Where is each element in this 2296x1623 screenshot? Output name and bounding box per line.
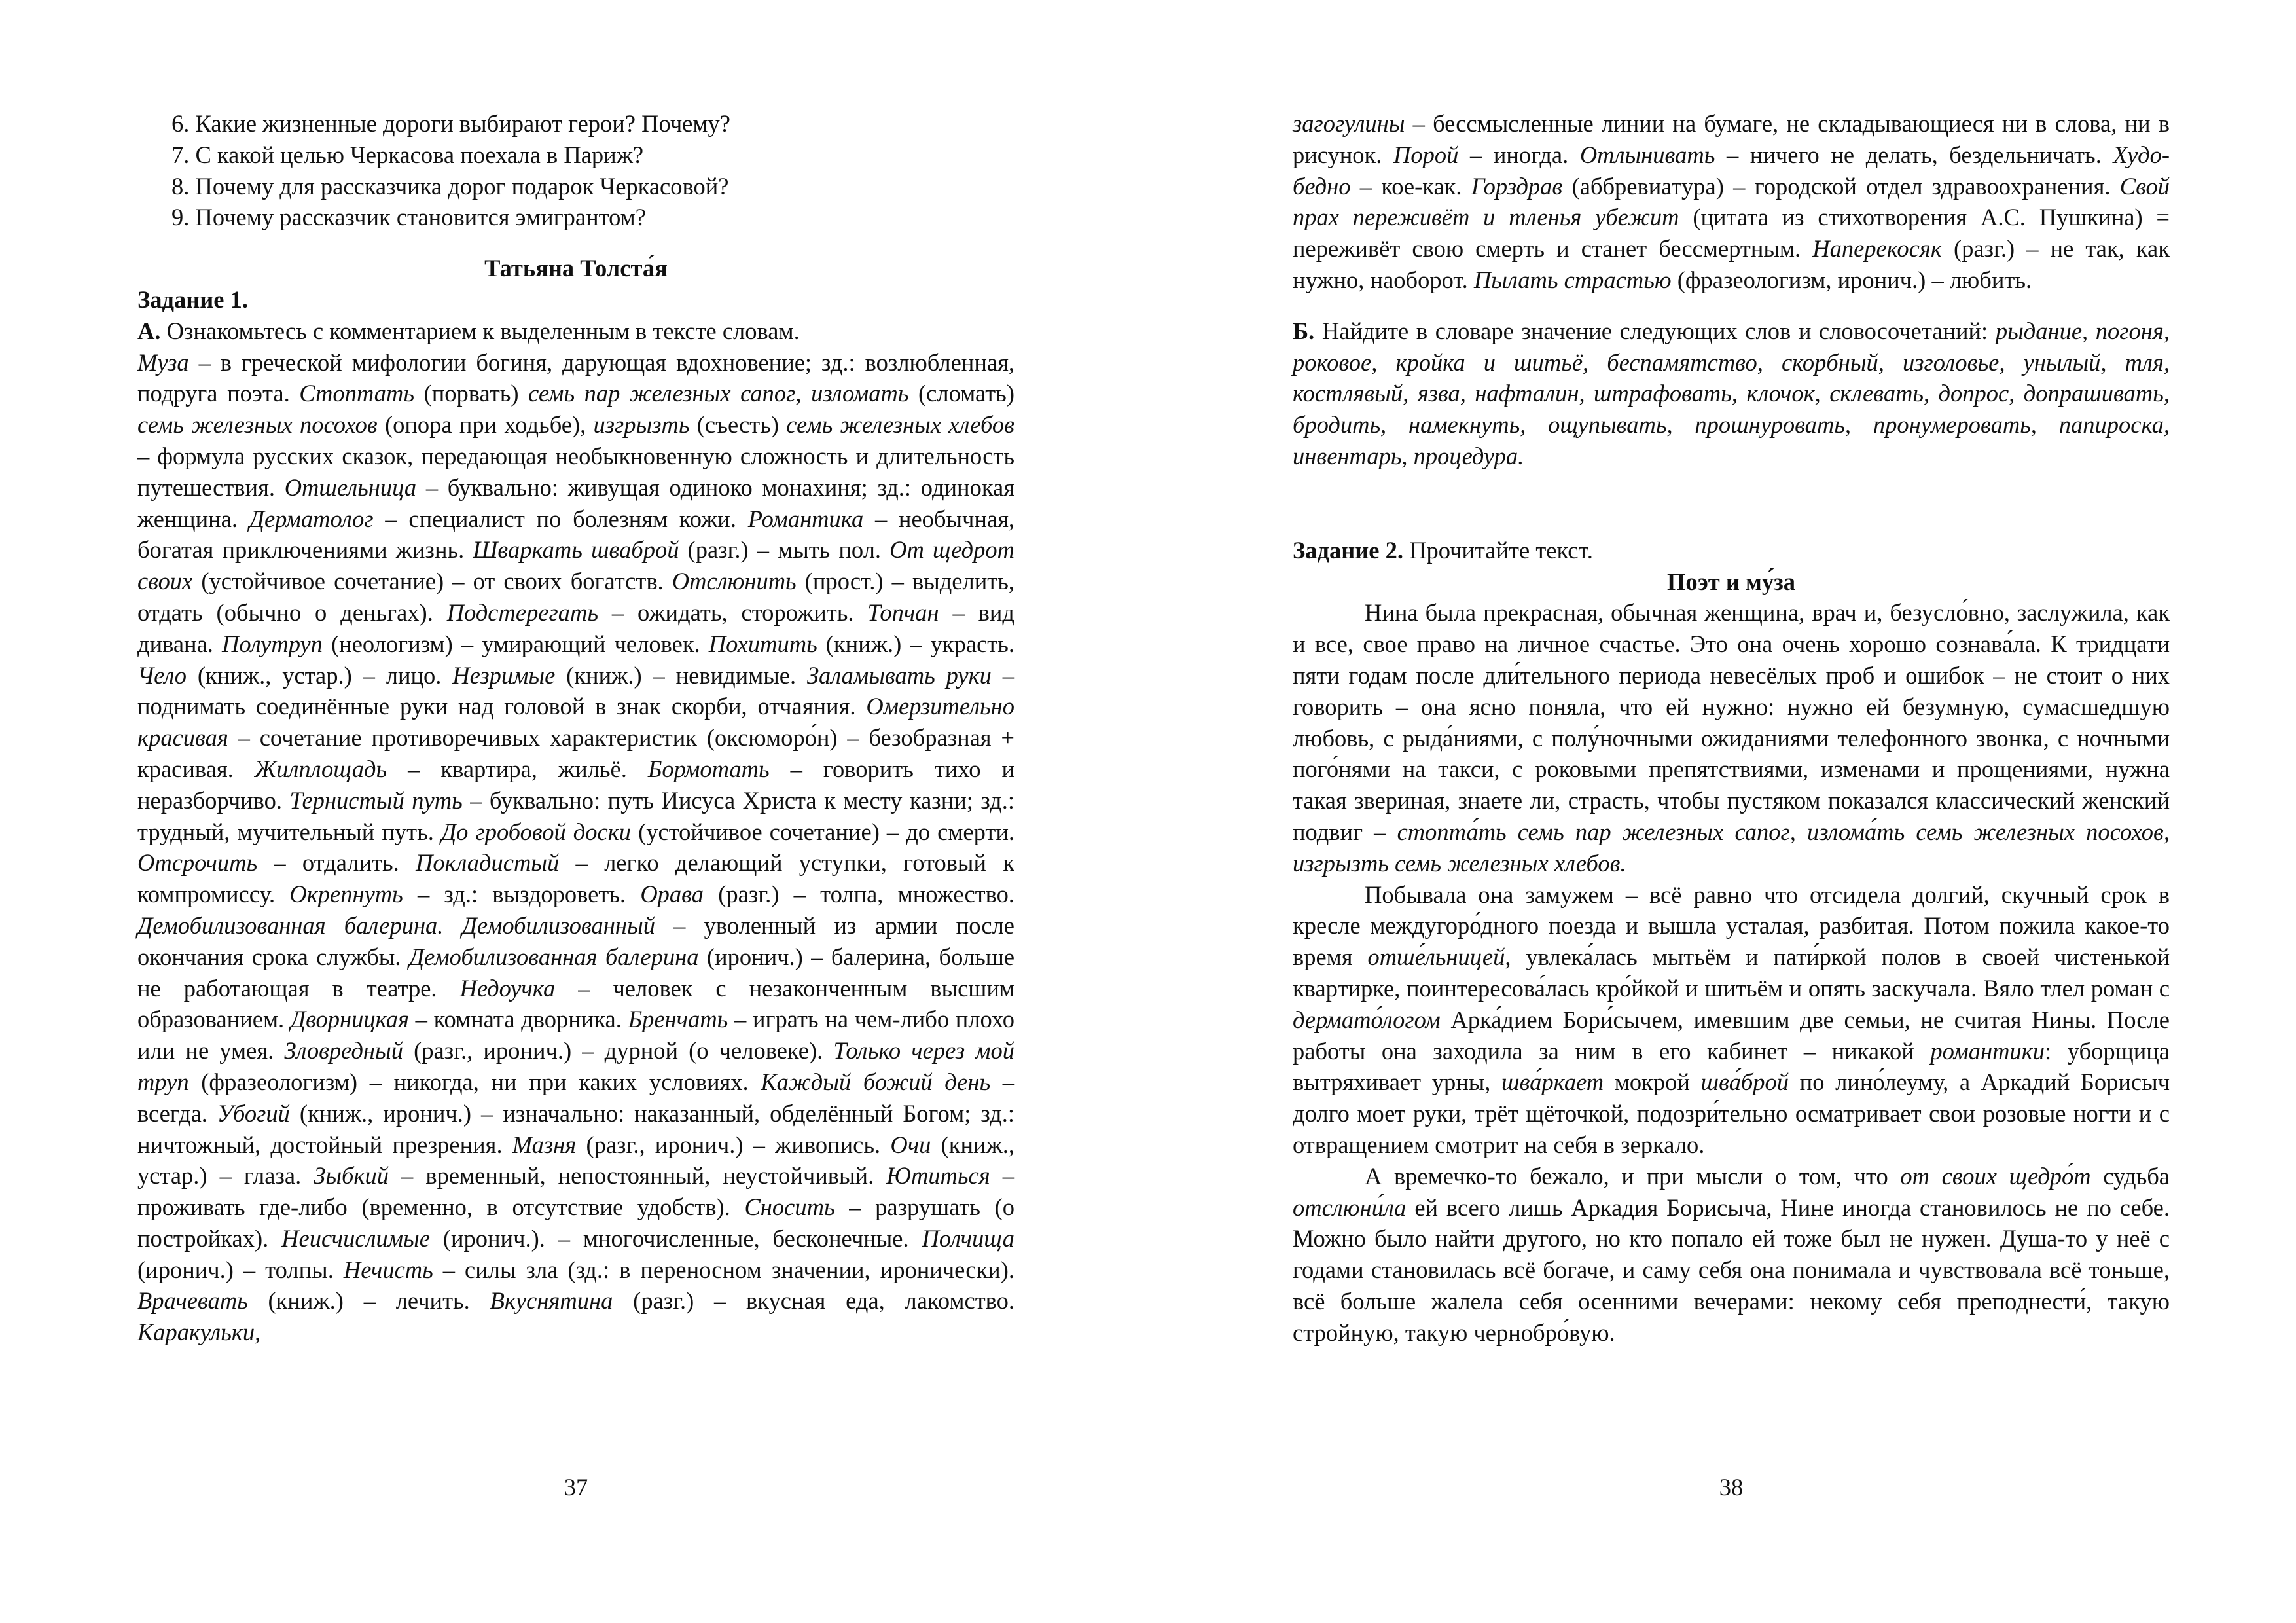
page-number-right: 38 <box>1719 1474 1744 1501</box>
glossary-continuation: загогулины – бессмысленные линии на бумаге, не складывающиеся ни в слова, ни в рисунок. Порой – иногда. Отлынивать – ничего не делать, бездельничать. Худо-бедно – кое-как. Горздрав (аббревиатура) – городской отдел здравоохранения. Свой прах переживёт и тленья убежит (цитата из стихотворения А.С. Пушкина) = переживёт свою смерть и станет бессмертным. Наперекосяк (разг.) – не так, как нужно, наоборот. Пылать страстью (фразеологизм, иронич.) – любить. <box>1293 110 2170 293</box>
task2-instruction <box>1293 535 2170 566</box>
task1-b-instruction <box>1293 316 2170 472</box>
question-9: 9. Почему рассказчик становится эмигрантом? <box>171 204 646 231</box>
task1-a-label: А. <box>137 317 161 344</box>
right-page <box>1293 108 2170 1348</box>
task1-b-label: Б. <box>1293 317 1315 344</box>
task1-a-instruction <box>137 316 1014 347</box>
task2-label: Задание 2. <box>1293 536 1403 564</box>
story-title: Поэт и му́за <box>1666 568 1796 595</box>
story-paragraph-1: Нина была прекрасная, обычная женщина, врач и, безусло́вно, заслужила, как и все, свое право на личное счастье. Это она очень хорошо сознава́ла. К тридцати пяти годам после дли́тельного периода невесёлых проб и ошибок – не стоит о них говорить – она ясно поняла, что ей нужно: нужно ей безумную, сумасшедшую любовь, с рыда́ниями, с полу́ночными ожиданиями телефонного звонка, с ночными пого́нями на такси, с роковыми препятствиями, изменами и прощениями, нужна такая звериная, знаете ли, страсть, чтобы пустяком показался классический женский подвиг – стопта́ть семь пар железных сапог, излома́ть семь железных посохов, изгрызть семь железных хлебов. <box>1293 599 2170 877</box>
task2-text: Прочитайте текст. <box>1403 536 1593 564</box>
story-paragraph-2: Побывала она замужем – всё равно что отсидела долгий, скучный срок в кресле междугоро́дного поезда и вышла усталая, разбитая. Потом пожила какое-то время отше́льницей, увлека́лась мытьём и пати́ркой полов в своей чистенькой квартирке, поинтересова́лась кро́йкой и шитьём и опять заскучала. Вяло тлел роман с дермато́логом Арка́дием Бори́сычем, имевшим две семьи, не считая Нины. После работы она заходила за ним в его кабинет – никакой романтики: уборщица вытряхивает урны, шва́ркает мокрой шва́брой по лино́леуму, а Аркадий Борисыч долго моет руки, трёт щёточкой, подозри́тельно осматривает свои розовые ногти и с отвращением смотрит на себя в зеркало. <box>1293 881 2170 1158</box>
glossary-text: Муза – в греческой мифологии богиня, дарующая вдохновение; зд.: возлюбленная, подруга поэта. Стоптать (порвать) семь пар железных сапог, изломать (сломать) семь железных посохов (опора при ходьбе), изгрызть (съесть) семь железных хлебов – формула русских сказок, передающая необыкновенную сложность и длительность путешествия. Отшельница – буквально: живущая одиноко монахиня; зд.: одинокая женщина. Дерматолог – специалист по болезням кожи. Романтика – необычная, богатая приключениями жизнь. Шваркать шваброй (разг.) – мыть пол. От щедрот своих (устойчивое сочетание) – от своих богатств. Отслюнить (прост.) – выделить, отдать (обычно о деньгах). Подстерегать – ожидать, сторожить. Топчан – вид дивана. Полутруп (неологизм) – умирающий человек. Похитить (книж.) – украсть. Чело (книж., устар.) – лицо. Незримые (книж.) – невидимые. Заламывать руки – поднимать соединённые руки над головой в знак скорби, отчаяния. Омерзительно красивая – сочетание противоречивых характеристик (оксюморо́н) – безобразная + красивая. Жилплощадь – квартира, жильё. Бормотать – говорить тихо и неразборчиво. Тернистый путь – буквально: путь Иисуса Христа к месту казни; зд.: трудный, мучительный путь. До гробовой доски (устойчивое сочетание) – до смерти. Отсрочить – отдалить. Покладистый – легко делающий уступки, готовый к компромиссу. Окрепнуть – зд.: выздороветь. Орава (разг.) – толпа, множество. Демобилизованная балерина. Демобилизованный – уволенный из армии после окончания срока службы. Демобилизованная балерина (иронич.) – балерина, больше не работающая в театре. Недоучка – человек с незаконченным высшим образованием. Дворницкая – комната дворника. Бренчать – играть на чем-либо плохо или не умея. Зловредный (разг., иронич.) – дурной (о человеке). Только через мой труп (фразеологизм) – никогда, ни при каких условиях. Каждый божий день – всегда. Убогий (книж., иронич.) – изначально: наказанный, обделённый Богом; зд.: ничтожный, достойный презрения. Мазня (разг., иронич.) – живопись. Очи (книж., устар.) – глаза. Зыбкий – временный, непостоянный, неустойчивый. Ютиться – проживать где-либо (временно, в отсутствие удобств). Сносить – разрушать (о постройках). Неисчислимые (иронич.). – многочисленные, бесконечные. Полчища (иронич.) – толпы. Нечисть – силы зла (зд.: в переносном значении, иронически). Врачевать (книж.) – лечить. Вкуснятина (разг.) – вкусная еда, лакомство. Каракульки, <box>137 348 1015 1346</box>
page-number-left: 37 <box>564 1474 588 1501</box>
left-page <box>137 108 1014 1348</box>
task1-heading: Задание 1. <box>137 285 248 313</box>
story-paragraph-3: А времечко-то бежало, и при мысли о том, что от своих щедро́т судьба отслюни́ла ей всего лишь Аркадия Борисыча, Нине иногда становилось не по себе. Можно было найти другого, но кто попало ей тоже был не нужен. Душа-то у неё с годами становилась всё богаче, и саму себя она понимала и чувствовала всё тоньше, всё больше жалела себя осенними вечерами: некому себя преподнести́, такую стройную, такую чернобро́вую. <box>1293 1162 2170 1346</box>
author-title: Татьяна Толста́я <box>484 255 668 282</box>
question-6: 6. Какие жизненные дороги выбирают герои? Почему? <box>171 110 730 137</box>
question-8: 8. Почему для рассказчика дорог подарок Черкасовой? <box>171 172 729 200</box>
question-7: 7. С какой целью Черкасова поехала в Париж? <box>171 141 644 168</box>
task1-a-text: Ознакомьтесь с комментарием к выделенным в тексте словам. <box>160 317 800 344</box>
task1-b-text: Найдите в словаре значение следующих слов и словосочетаний: рыдание, погоня, роковое, кройка и шитьё, беспамятство, скорбный, изголовье, унылый, тля, костлявый, язва, нафталин, штрафовать, клочок, склевать, допрос, допрашивать, бродить, намекнуть, ощупывать, прошнуровать, пронумеровать, папироска, инвентарь, процедура. <box>1293 317 2170 469</box>
